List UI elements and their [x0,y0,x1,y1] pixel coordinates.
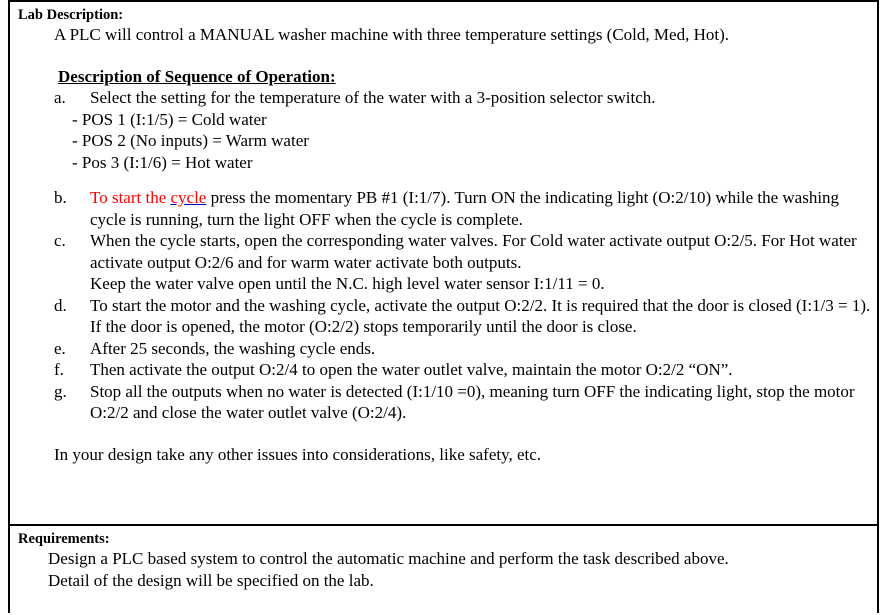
lab-description-cell [10,2,877,526]
list-item-marker: c. [54,231,66,250]
list-item-text: Then activate the output O:2/4 to open the water outlet valve, maintain the motor O:2/2 “ON”. [90,360,733,379]
list-item [54,381,871,424]
sequence-list [18,87,871,424]
start-cycle-red-text: To start the [90,188,171,207]
requirements-heading: Requirements: [18,531,110,547]
lab-description-heading: Lab Description: [18,7,124,23]
list-item [54,87,871,109]
list-item-marker: g. [54,381,67,401]
requirements-line: Design a PLC based system to control the automatic machine and perform the task described above. [48,549,729,568]
cycle-link[interactable]: cycle [170,188,207,207]
lab-description-intro: A PLC will control a MANUAL washer machine with three temperature settings (Cold, Med, Hot). [54,25,729,44]
list-item [54,230,871,295]
list-item-marker: f. [54,360,64,379]
list-item-text: To start the motor and the washing cycle, activate the output O:2/2. It is required that the door is closed (I:1/3 = 1). If the door is opened, the motor (O:2/2) stops temporarily until the door is close. [90,295,871,336]
spacer [18,173,871,187]
list-item-marker: b. [54,188,67,207]
list-item-text: press the momentary PB #1 (I:1/7). Turn ON the indicating light (O:2/10) while the washing cycle is running, turn the light OFF when the cycle is complete. [90,188,840,229]
temperature-settings-sublist [18,109,871,174]
list-item [54,359,871,381]
list-item-text: After 25 seconds, the washing cycle ends. [90,338,376,358]
list-item-text: Stop all the outputs when no water is detected (I:1/10 =0), meaning turn OFF the indicating light, stop the motor O:2/2 and close the water outlet valve (O:2/4). [90,381,855,422]
list-item [54,187,871,230]
requirements-cell [10,526,877,615]
requirements-line: Detail of the design will be specified on the lab. [48,570,374,590]
sequence-heading-row [18,66,871,88]
list-item-text: Select the setting for the temperature of the water with a 3-position selector switch. [90,88,656,107]
sub-list-item: - POS 2 (No inputs) = Warm water [72,131,309,150]
spacer [18,46,871,66]
list-item-marker: e. [54,338,66,358]
list-item [54,338,871,360]
spacer [18,424,871,444]
list-item [54,295,871,338]
list-item-marker: d. [54,295,67,315]
sub-list-item: - POS 1 (I:1/5) = Cold water [72,109,267,129]
sequence-of-operation-heading: Description of Sequence of Operation: [58,66,336,86]
document-frame [8,0,879,613]
list-item-extra-line: Keep the water valve open until the N.C. high level water sensor I:1/11 = 0. [90,274,605,293]
list-item-text: When the cycle starts, open the corresponding water valves. For Cold water activate output O:2/5. For Hot water activate output O:2/6 and for warm water activate both outputs. [90,231,857,272]
closing-note: In your design take any other issues into considerations, like safety, etc. [54,444,542,464]
sub-list-item: - Pos 3 (I:1/6) = Hot water [72,152,253,172]
list-item-marker: a. [54,88,66,107]
